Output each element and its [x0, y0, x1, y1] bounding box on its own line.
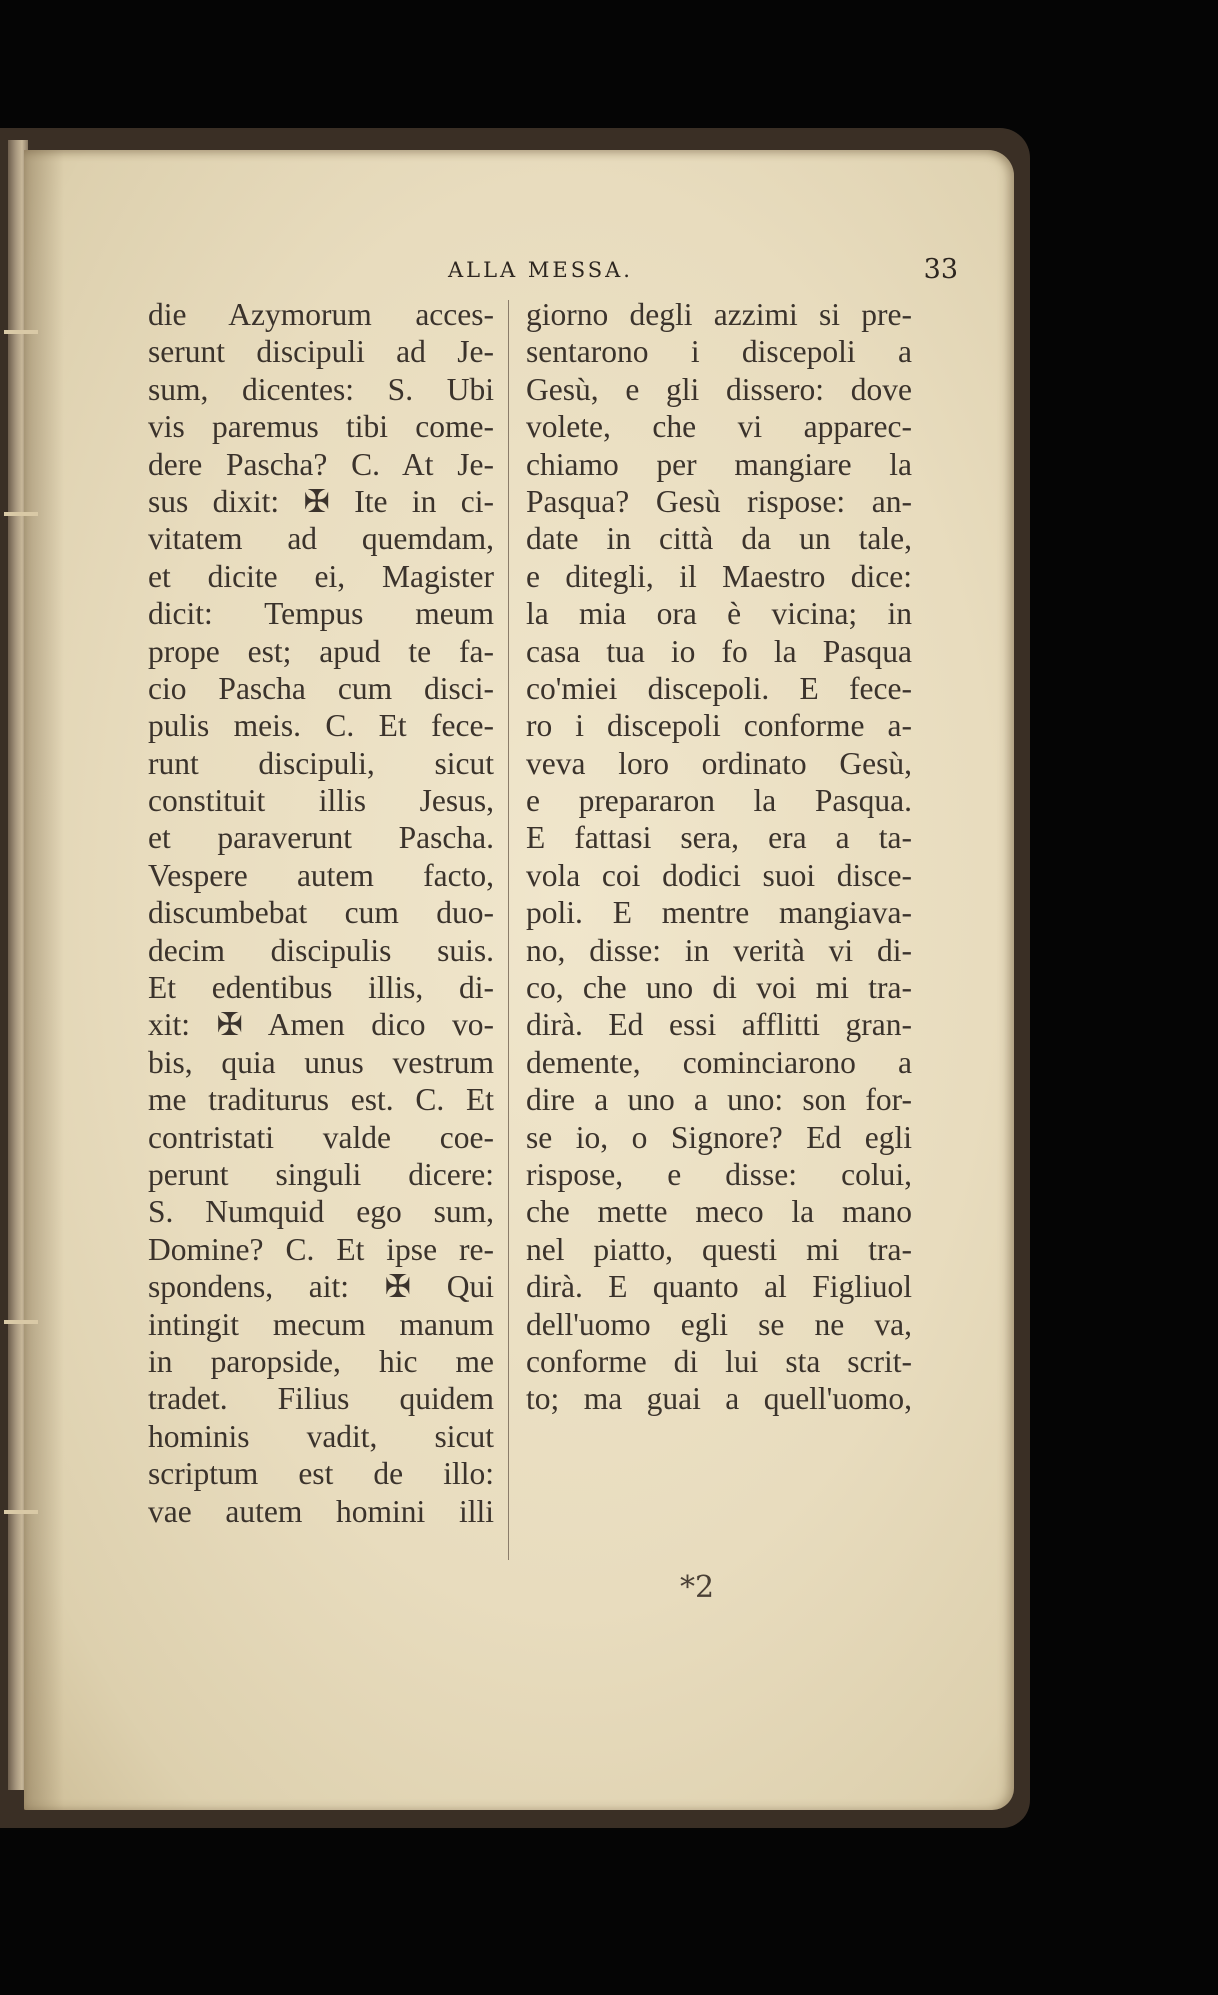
- text-line: runt discipuli, sicut: [148, 745, 494, 781]
- text-line: co, che uno di voi mi tra-: [526, 970, 912, 1006]
- text-line: volete, che vi apparec-: [526, 409, 912, 445]
- margin-tick: [4, 330, 38, 334]
- column-divider: [508, 300, 509, 1560]
- running-title: ALLA MESSA.: [448, 258, 633, 282]
- text-line: perunt singuli dicere:: [148, 1156, 494, 1192]
- text-line: discumbebat cum duo-: [148, 895, 494, 931]
- text-line: demente, cominciarono a: [526, 1044, 912, 1080]
- margin-tick: [4, 1320, 38, 1324]
- text-line: Domine? C. Et ipse re-: [148, 1231, 494, 1267]
- text-line: sum, dicentes: S. Ubi: [148, 371, 494, 407]
- text-line: vola coi dodici suoi disce-: [526, 857, 912, 893]
- margin-tick: [4, 1510, 38, 1514]
- text-line: ro i discepoli conforme a-: [526, 708, 912, 744]
- text-line: poli. E mentre mangiava-: [526, 895, 912, 931]
- text-line: hominis vadit, sicut: [148, 1418, 494, 1454]
- text-line: dire a uno a uno: son for-: [526, 1082, 912, 1118]
- text-line: dirà. Ed essi afflitti gran-: [526, 1007, 912, 1043]
- text-line: intingit mecum manum: [148, 1306, 494, 1342]
- text-line: conforme di lui sta scrit-: [526, 1343, 912, 1379]
- text-line: dere Pascha? C. At Je-: [148, 446, 494, 482]
- text-line: in paropside, hic me: [148, 1343, 494, 1379]
- text-line: die Azymorum acces-: [148, 297, 494, 332]
- text-line: sus dixit: ✠ Ite in ci-: [148, 483, 494, 519]
- text-line: cio Pascha cum disci-: [148, 670, 494, 706]
- text-line: vae autem homini illi: [148, 1493, 494, 1529]
- signature-mark: *2: [680, 1570, 715, 1605]
- text-line: et dicite ei, Magister: [148, 558, 494, 594]
- text-line: che mette meco la mano: [526, 1194, 912, 1230]
- text-line: sentarono i discepoli a: [526, 334, 912, 370]
- text-line: dicit: Tempus meum: [148, 596, 494, 632]
- text-line: spondens, ait: ✠ Qui: [148, 1269, 494, 1305]
- text-line: bis, quia unus vestrum: [148, 1044, 494, 1080]
- text-line: me traditurus est. C. Et: [148, 1082, 494, 1118]
- text-line: tradet. Filius quidem: [148, 1381, 494, 1417]
- text-line: contristati valde coe-: [148, 1119, 494, 1155]
- text-line: dell'uomo egli se ne va,: [526, 1306, 912, 1342]
- page-number: 33: [923, 254, 958, 285]
- text-line: vitatem ad quemdam,: [148, 521, 494, 557]
- text-line: to; ma guai a quell'uomo,: [526, 1381, 912, 1417]
- text-line: giorno degli azzimi si pre-: [526, 297, 912, 332]
- text-line: scriptum est de illo:: [148, 1456, 494, 1492]
- margin-tick: [4, 512, 38, 516]
- text-line: co'miei discepoli. E fece-: [526, 670, 912, 706]
- gutter-shadow: [24, 150, 64, 1810]
- text-line: S. Numquid ego sum,: [148, 1194, 494, 1230]
- text-line: Gesù, e gli dissero: dove: [526, 371, 912, 407]
- text-line: se io, o Signore? Ed egli: [526, 1119, 912, 1155]
- text-line: constituit illis Jesus,: [148, 783, 494, 819]
- text-line: e prepararon la Pasqua.: [526, 783, 912, 819]
- text-line: chiamo per mangiare la: [526, 446, 912, 482]
- text-line: nel piatto, questi mi tra-: [526, 1231, 912, 1267]
- text-line: la mia ora è vicina; in: [526, 596, 912, 632]
- text-line: casa tua io fo la Pasqua: [526, 633, 912, 669]
- text-line: no, disse: in verità vi di-: [526, 932, 912, 968]
- text-line: Pasqua? Gesù rispose: an-: [526, 483, 912, 519]
- text-line: decim discipulis suis.: [148, 932, 494, 968]
- text-line: date in città da un tale,: [526, 521, 912, 557]
- text-line: Vespere autem facto,: [148, 857, 494, 893]
- text-line: prope est; apud te fa-: [148, 633, 494, 669]
- text-line: xit: ✠ Amen dico vo-: [148, 1007, 494, 1043]
- text-line: E fattasi sera, era a ta-: [526, 820, 912, 856]
- text-line: pulis meis. C. Et fece-: [148, 708, 494, 744]
- text-line: dirà. E quanto al Figliuol: [526, 1269, 912, 1305]
- text-line: rispose, e disse: colui,: [526, 1156, 912, 1192]
- italian-column: [526, 296, 912, 1418]
- page-header: [448, 254, 958, 294]
- text-line: veva loro ordinato Gesù,: [526, 745, 912, 781]
- latin-column: [148, 296, 494, 1530]
- text-line: vis paremus tibi come-: [148, 409, 494, 445]
- text-line: et paraverunt Pascha.: [148, 820, 494, 856]
- text-line: serunt discipuli ad Je-: [148, 334, 494, 370]
- text-line: e ditegli, il Maestro dice:: [526, 558, 912, 594]
- text-line: Et edentibus illis, di-: [148, 970, 494, 1006]
